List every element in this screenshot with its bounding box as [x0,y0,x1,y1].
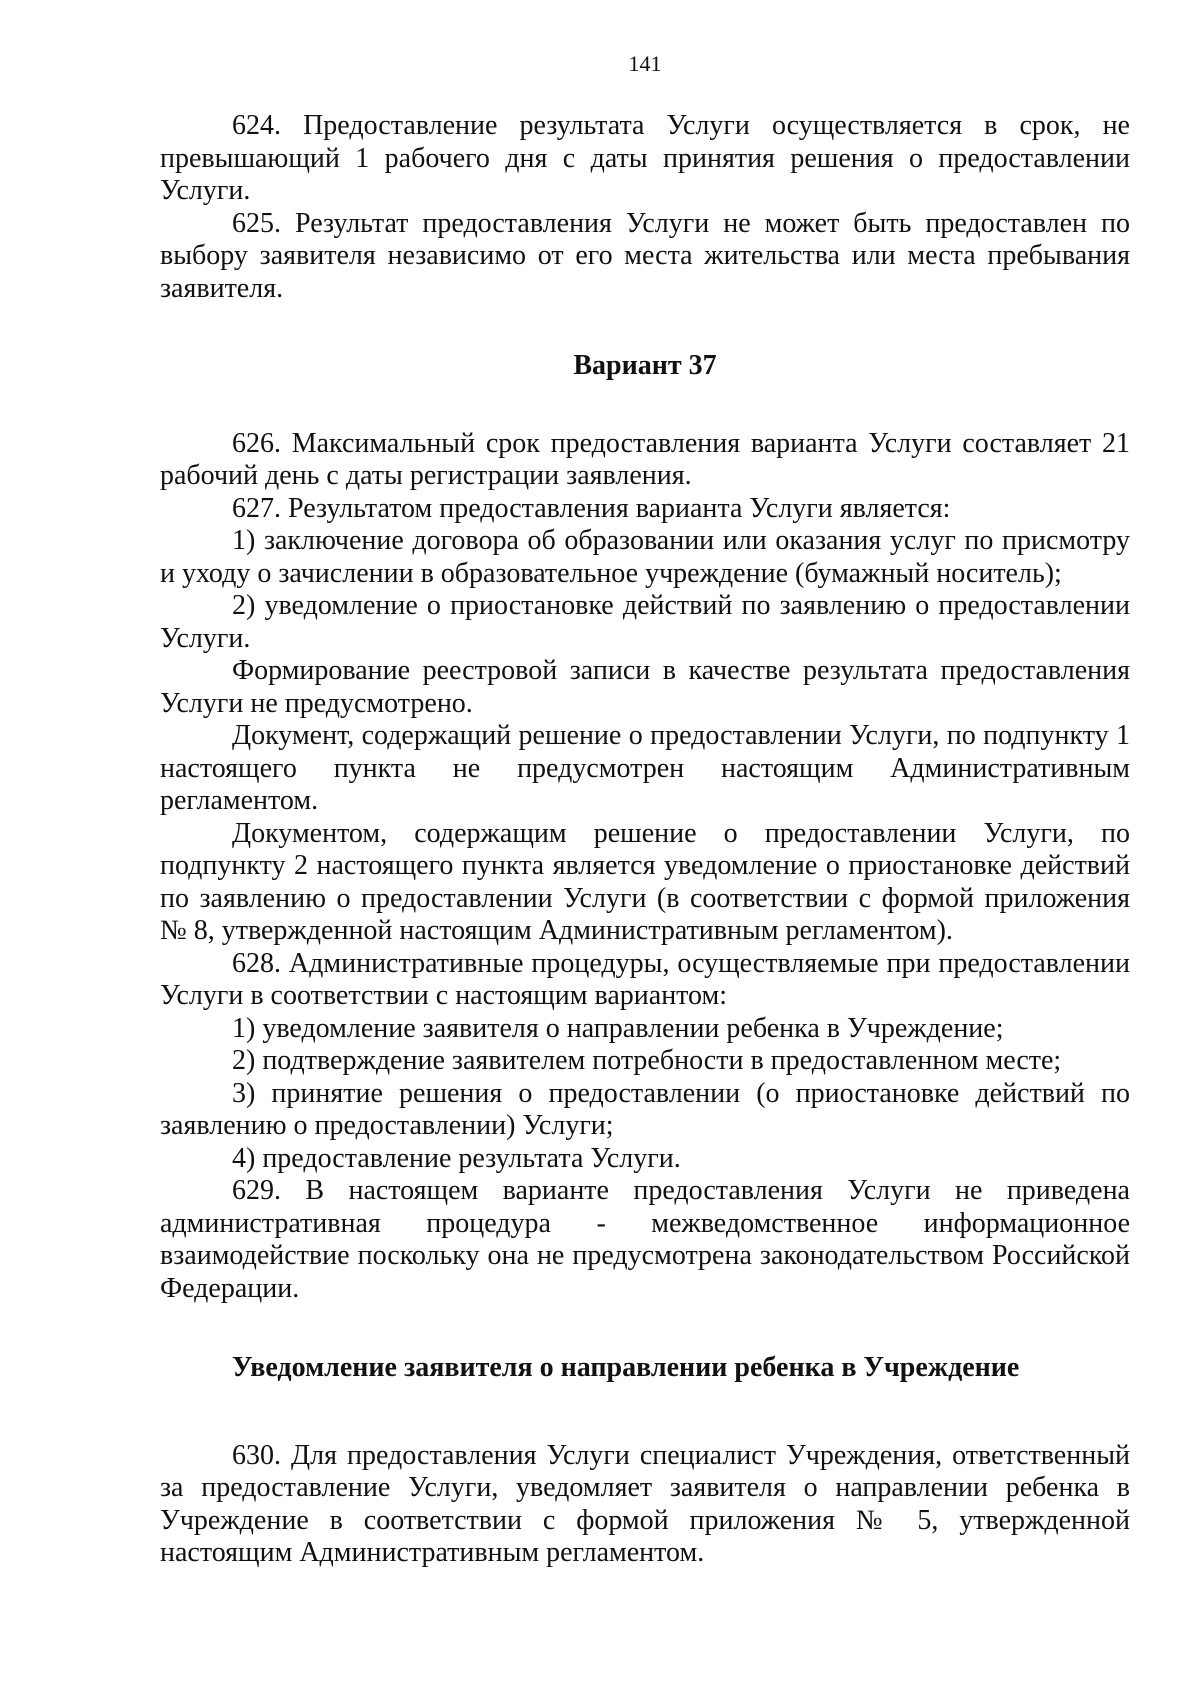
paragraph-627: 627. Результатом предоставления варианта Услуги является: [232,492,951,524]
paragraph-630: 630. Для предоставления Услуги специалист Учреждения, ответственный за предоставление Услуги, уведомляет заявителя о направлении ребенка в Учреждение в соответствии с формой приложения № 5, утвержденной настоящим Административным регламентом. [160,1439,1130,1568]
page-number: 141 [628,51,662,76]
list-item-628-4: 4) предоставление результата Услуги. [232,1142,681,1174]
paragraph-624: 624. Предоставление результата Услуги осуществляется в срок, не превышающий 1 рабочего дня с даты принятия решения о предоставлении Услуги. [160,110,1130,206]
list-item-628-1: 1) уведомление заявителя о направлении ребенка в Учреждение; [232,1012,1004,1044]
heading-notification-section: Уведомление заявителя о направлении ребенка в Учреждение [232,1352,1020,1383]
document-body [160,110,1130,1570]
list-item-628-3: 3) принятие решения о предоставлении (о приостановке действий по заявлению о предоставлении) Услуги; [160,1077,1130,1141]
paragraph-registry-record: Формирование реестровой записи в качестве результата предоставления Услуги не предусмотрено. [160,655,1130,719]
heading-variant-37: Вариант 37 [573,350,717,381]
paragraph-document-subitem-2: Документом, содержащим решение о предоставлении Услуги, по подпункту 2 настоящего пункта является уведомление о приостановке действий по заявлению о предоставлении Услуги (в соответствии с формой приложения № 8, утвержденной настоящим Административным регламентом). [160,817,1130,946]
paragraph-document-subitem-1: Документ, содержащий решение о предоставлении Услуги, по подпункту 1 настоящего пункта не предусмотрен настоящим Административным регламентом. [160,720,1130,816]
list-item-627-1: 1) заключение договора об образовании или оказания услуг по присмотру и уходу о зачислении в образовательное учреждение (бумажный носитель); [160,525,1130,589]
paragraph-629: 629. В настоящем варианте предоставления Услуги не приведена административная процедура - межведомственное информационное взаимодействие поскольку она не предусмотрена законодательством Российской Федерации. [160,1175,1130,1304]
paragraph-626: 626. Максимальный срок предоставления варианта Услуги составляет 21 рабочий день с даты регистрации заявления. [160,427,1130,491]
paragraph-625: 625. Результат предоставления Услуги не может быть предоставлен по выбору заявителя независимо от его места жительства или места пребывания заявителя. [160,207,1130,304]
list-item-627-2: 2) уведомление о приостановке действий по заявлению о предоставлении Услуги. [160,590,1130,654]
paragraph-628: 628. Административные процедуры, осуществляемые при предоставлении Услуги в соответствии с настоящим вариантом: [160,947,1130,1011]
list-item-628-2: 2) подтверждение заявителем потребности в предоставленном месте; [232,1045,1062,1076]
